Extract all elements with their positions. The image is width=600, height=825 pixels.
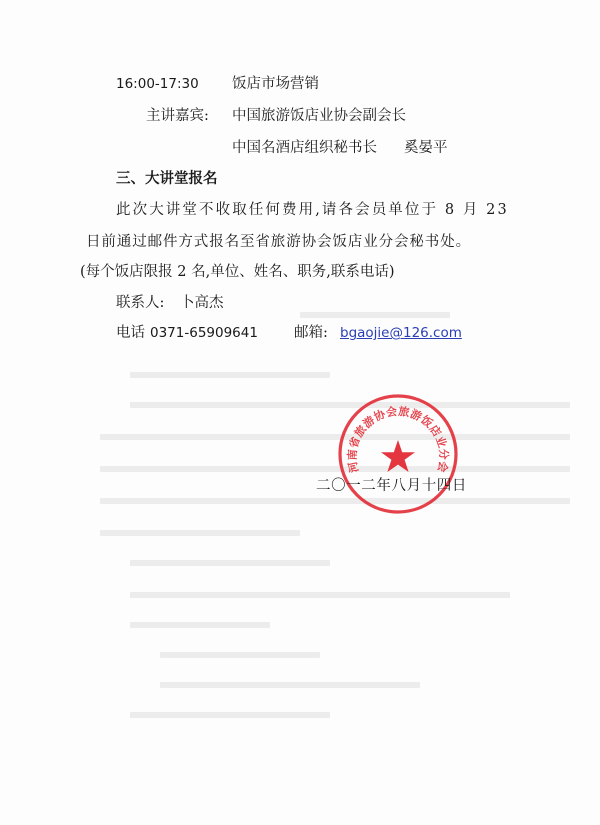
bleed-through-line — [0, 622, 600, 630]
bleed-through-line — [0, 402, 600, 410]
contact-person-name: 卜高杰 — [180, 295, 224, 311]
paragraph-line-2: 日前通过邮件方式报名至省旅游协会饭店业分会秘书处。 — [86, 234, 471, 250]
bleed-through-line — [0, 434, 600, 442]
section-heading: 三、大讲堂报名 — [116, 170, 218, 187]
bleed-through-line — [0, 498, 600, 506]
svg-text:河南省旅游协会旅游饭店业分会: 河南省旅游协会旅游饭店业分会 — [345, 404, 451, 474]
email-label: 邮箱: — [294, 325, 328, 341]
phone-label: 电话 — [116, 325, 145, 341]
bleed-through-line — [0, 712, 600, 720]
speaker-1: 中国旅游饭店业协会副会长 — [232, 108, 406, 124]
bleed-through-line — [0, 652, 600, 660]
bleed-through-line — [0, 466, 600, 474]
star-icon — [381, 440, 415, 472]
email-link[interactable]: bgaojie@126.com — [340, 325, 462, 341]
speaker-2-title: 中国名酒店组织秘书长 — [232, 140, 377, 156]
paragraph-line-1: 此次大讲堂不收取任何费用,请各会员单位于 8 月 23 — [116, 202, 509, 218]
official-seal — [336, 392, 460, 516]
bleed-through-line — [0, 560, 600, 568]
schedule-topic: 饭店市场营销 — [232, 76, 319, 92]
bleed-through-line — [0, 530, 600, 538]
speaker-label: 主讲嘉宾: — [146, 108, 209, 124]
document-date: 二〇一二年八月十四日 — [316, 478, 467, 494]
bleed-through-line — [0, 682, 600, 690]
contact-person-label: 联系人: — [116, 295, 165, 311]
speaker-2-name: 奚晏平 — [404, 140, 448, 156]
paragraph-line-3: (每个饭店限报 2 名,单位、姓名、职务,联系电话) — [80, 264, 395, 280]
bleed-through-line — [0, 312, 600, 320]
bleed-through-line — [0, 592, 600, 600]
phone-number: 0371-65909641 — [150, 325, 258, 341]
schedule-time: 16:00-17:30 — [116, 76, 199, 92]
bleed-through-line — [0, 372, 600, 380]
